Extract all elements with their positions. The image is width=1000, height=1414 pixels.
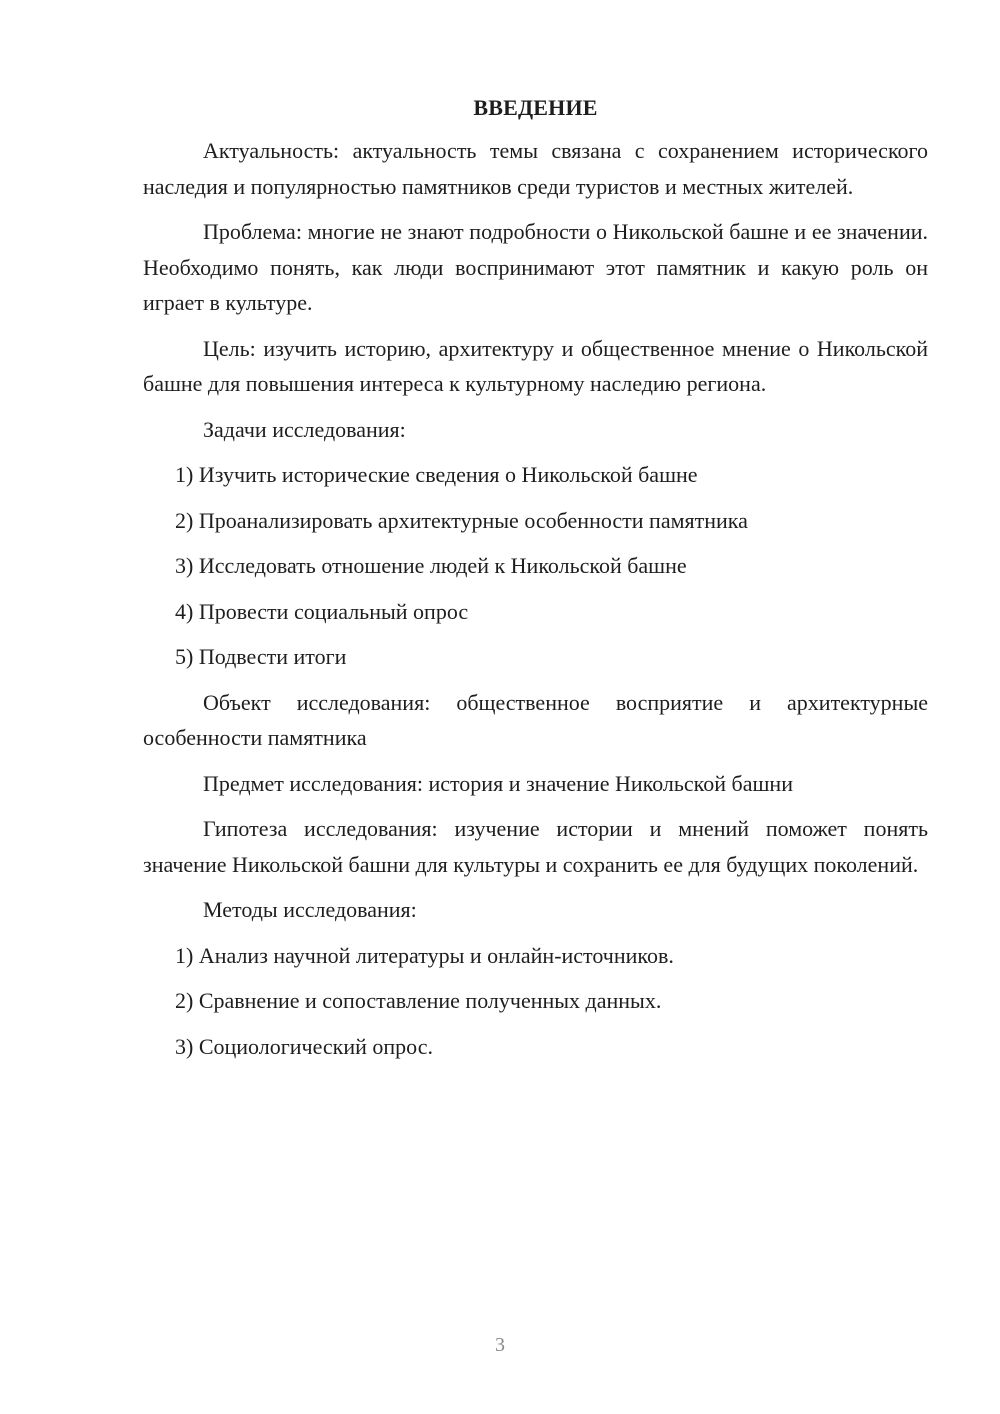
list-item: 2) Сравнение и сопоставление полученных данных. <box>175 988 662 1013</box>
list-item: 3) Социологический опрос. <box>175 1033 433 1059</box>
list-item: 5) Подвести итоги <box>175 644 347 669</box>
page-number: 3 <box>495 1334 505 1356</box>
relevance-paragraph: Актуальность: актуальность темы связана с сохранением исторического наследия и популярностью памятников среди туристов и местных жителей. <box>143 138 928 199</box>
object-paragraph: Объект исследования: общественное восприятие и архитектурные особенности памятника <box>143 689 928 750</box>
page-title: ВВЕДЕНИЕ <box>473 95 598 120</box>
subject-paragraph: Предмет исследования: история и значение Никольской башни <box>203 770 793 796</box>
problem-paragraph: Проблема: многие не знают подробности о Никольской башне и ее значении. Необходимо понять, как люди воспринимают этот памятник и какую роль он играет в культуре. <box>143 219 928 315</box>
list-item: 3) Исследовать отношение людей к Никольской башне <box>175 553 687 578</box>
document-page <box>143 90 928 1074</box>
list-item: 1) Изучить исторические сведения о Никольской башне <box>175 462 698 487</box>
methods-list <box>143 938 928 1065</box>
tasks-heading: Задачи исследования: <box>203 416 406 442</box>
methods-heading: Методы исследования: <box>203 897 417 922</box>
list-item: 4) Провести социальный опрос <box>175 598 469 624</box>
hypothesis-paragraph: Гипотеза исследования: изучение истории и мнений поможет понять значение Никольской башни для культуры и сохранить ее для будущих поколений. <box>143 816 928 877</box>
goal-paragraph: Цель: изучить историю, архитектуру и общественное мнение о Никольской башне для повышения интереса к культурному наследию региона. <box>143 335 928 396</box>
tasks-list <box>143 457 928 675</box>
list-item: 2) Проанализировать архитектурные особенности памятника <box>175 507 748 533</box>
list-item: 1) Анализ научной литературы и онлайн-источников. <box>175 942 674 968</box>
